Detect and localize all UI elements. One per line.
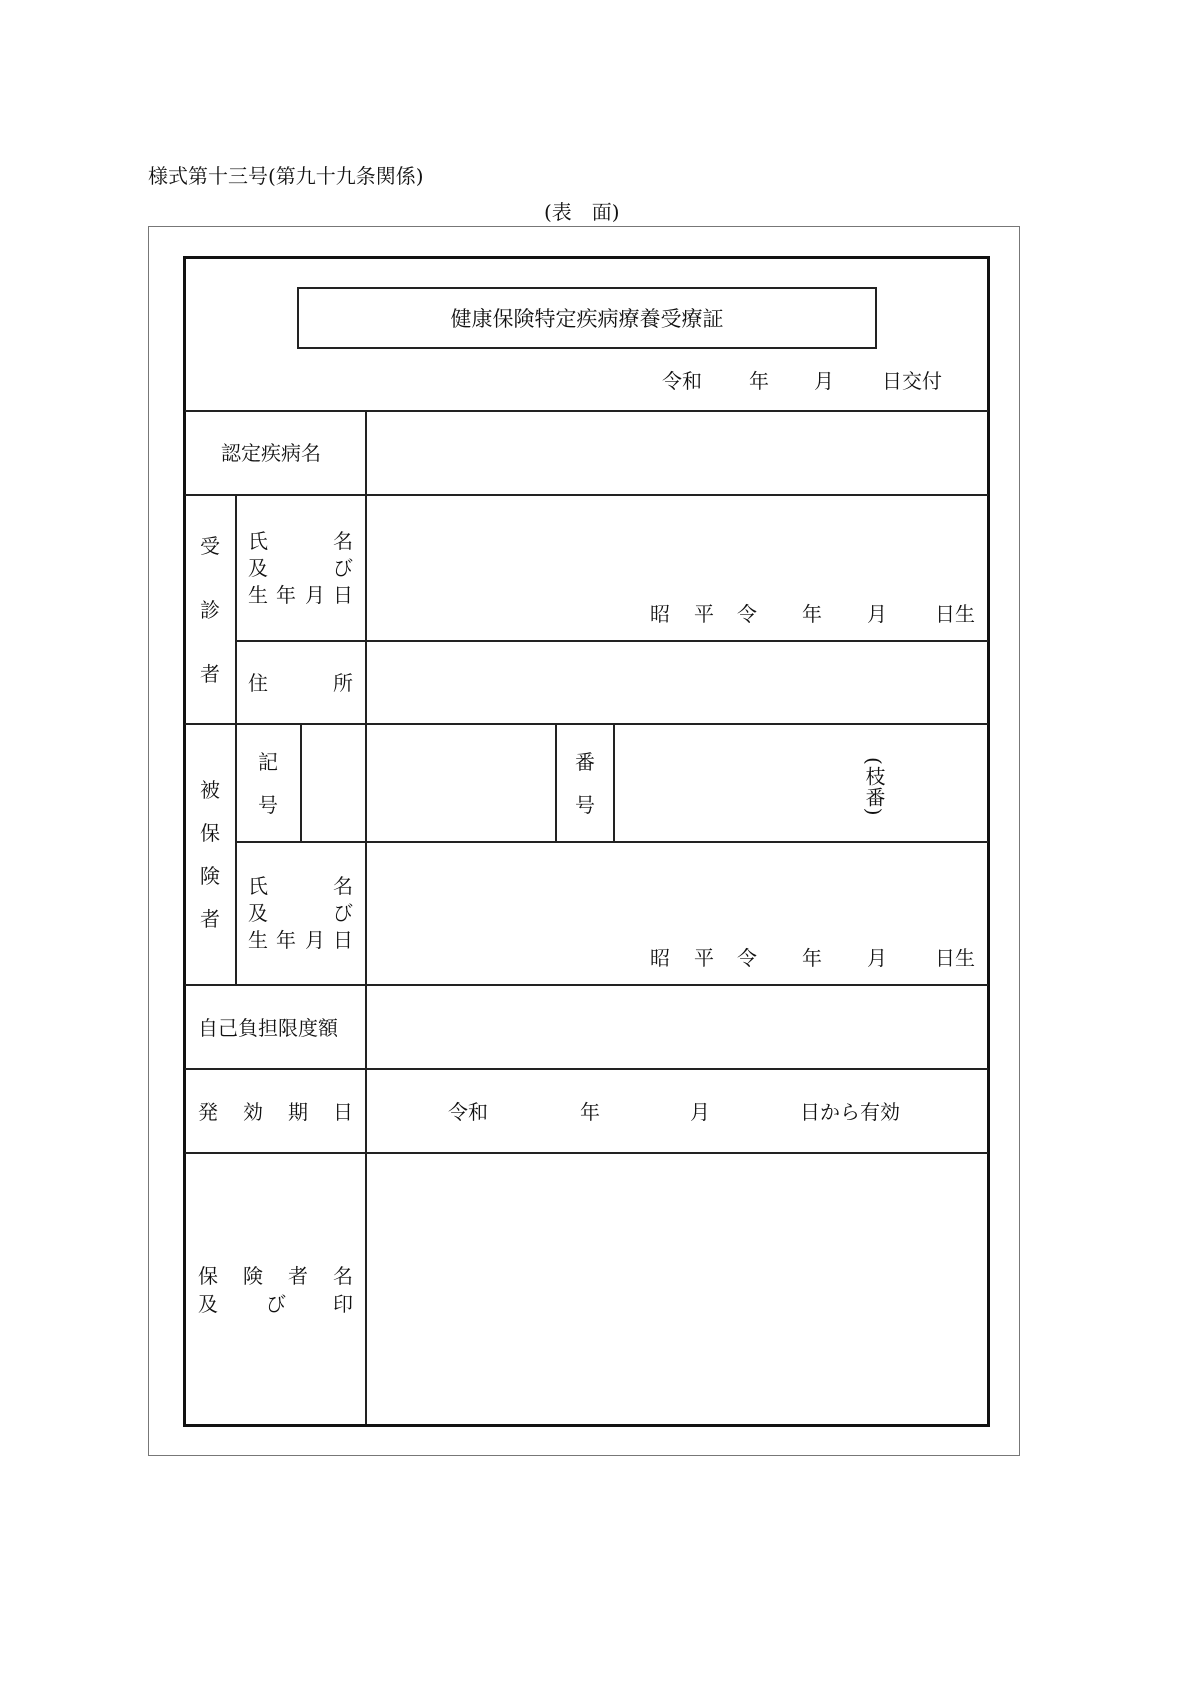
insurer-name-label: 者 (288, 1264, 308, 1288)
patient-birth-era: 昭 (650, 602, 670, 626)
patient-name-label: 名 (333, 529, 353, 553)
row-line (235, 841, 988, 843)
patient-birth-era: 平 (694, 602, 714, 626)
row-line (185, 723, 988, 725)
insurer-seal-label: 及 (198, 1292, 218, 1316)
insurer-seal-label: び (266, 1292, 286, 1316)
insurer-name-label: 保 (198, 1264, 218, 1288)
patient-birth-year: 年 (802, 602, 822, 626)
insured-name-label: 氏 (248, 874, 268, 898)
effective-era: 令和 (448, 1100, 488, 1124)
effective-date-label: 効 (243, 1100, 263, 1124)
effective-month: 月 (690, 1100, 710, 1124)
insured-birth-era: 平 (694, 946, 714, 970)
insured-birth-era: 昭 (650, 946, 670, 970)
column-line (235, 723, 237, 984)
branch-number-label: (枝番) (862, 757, 886, 817)
insured-group-label-1: 被 (200, 778, 220, 802)
row-line (185, 984, 988, 986)
patient-group-label-3: 者 (200, 662, 220, 686)
column-line (555, 723, 557, 841)
insured-birth-month: 月 (867, 946, 887, 970)
number-label: 号 (575, 793, 595, 817)
row-line (185, 494, 988, 496)
issue-month: 月 (814, 369, 834, 393)
column-line (365, 410, 367, 1424)
insured-name-label: び (333, 901, 353, 925)
effective-year: 年 (580, 1100, 600, 1124)
insurer-name-label: 名 (333, 1264, 353, 1288)
row-line (235, 640, 988, 642)
patient-birth-label: 日 (333, 583, 353, 607)
patient-group-label-1: 受 (200, 534, 220, 558)
row-line (185, 1068, 988, 1070)
insured-birth-year: 年 (802, 946, 822, 970)
patient-address-label: 住 (248, 671, 268, 695)
copay-limit-label: 自己負担限度額 (198, 1016, 338, 1040)
insured-birth-day: 日生 (935, 946, 975, 970)
insured-birth-label: 月 (305, 928, 325, 952)
patient-birth-month: 月 (867, 602, 887, 626)
certificate-title-text: 健康保険特定疾病療養受療証 (450, 307, 724, 331)
issue-day: 日交付 (882, 369, 942, 393)
issue-era: 令和 (662, 369, 702, 393)
symbol-label: 号 (258, 793, 278, 817)
certificate-title (297, 287, 877, 349)
patient-birth-day: 日生 (935, 602, 975, 626)
insured-name-label: 名 (333, 874, 353, 898)
insurer-name-label: 険 (243, 1264, 263, 1288)
insured-birth-label: 生 (248, 928, 268, 952)
form-number: 様式第十三号(第九十九条関係) (148, 164, 424, 188)
column-line (613, 723, 615, 841)
effective-date-label: 期 (288, 1100, 308, 1124)
patient-birth-label: 月 (305, 583, 325, 607)
patient-name-label: び (333, 556, 353, 580)
row-line (185, 1152, 988, 1154)
insured-birth-era: 令 (737, 946, 757, 970)
effective-date-label: 発 (198, 1100, 218, 1124)
insurer-seal-label: 印 (333, 1292, 353, 1316)
effective-day: 日から有効 (800, 1100, 900, 1124)
column-line (300, 723, 302, 841)
patient-name-label: 氏 (248, 529, 268, 553)
insured-birth-label: 年 (276, 928, 296, 952)
patient-birth-label: 生 (248, 583, 268, 607)
effective-date-label: 日 (333, 1100, 353, 1124)
patient-group-label-2: 診 (200, 598, 220, 622)
patient-birth-label: 年 (276, 583, 296, 607)
insured-group-label-2: 保 (200, 821, 220, 845)
page-side-label: (表 面) (544, 200, 620, 224)
insured-group-label-3: 険 (200, 864, 220, 888)
issue-year: 年 (749, 369, 769, 393)
disease-name-label: 認定疾病名 (221, 441, 321, 465)
patient-birth-era: 令 (737, 602, 757, 626)
column-line (235, 494, 237, 723)
row-line (185, 410, 988, 412)
symbol-label: 記 (258, 750, 278, 774)
insured-group-label-4: 者 (200, 907, 220, 931)
insured-name-label: 及 (248, 901, 268, 925)
patient-name-label: 及 (248, 556, 268, 580)
number-label: 番 (575, 750, 595, 774)
patient-address-label: 所 (333, 671, 353, 695)
insured-birth-label: 日 (333, 928, 353, 952)
